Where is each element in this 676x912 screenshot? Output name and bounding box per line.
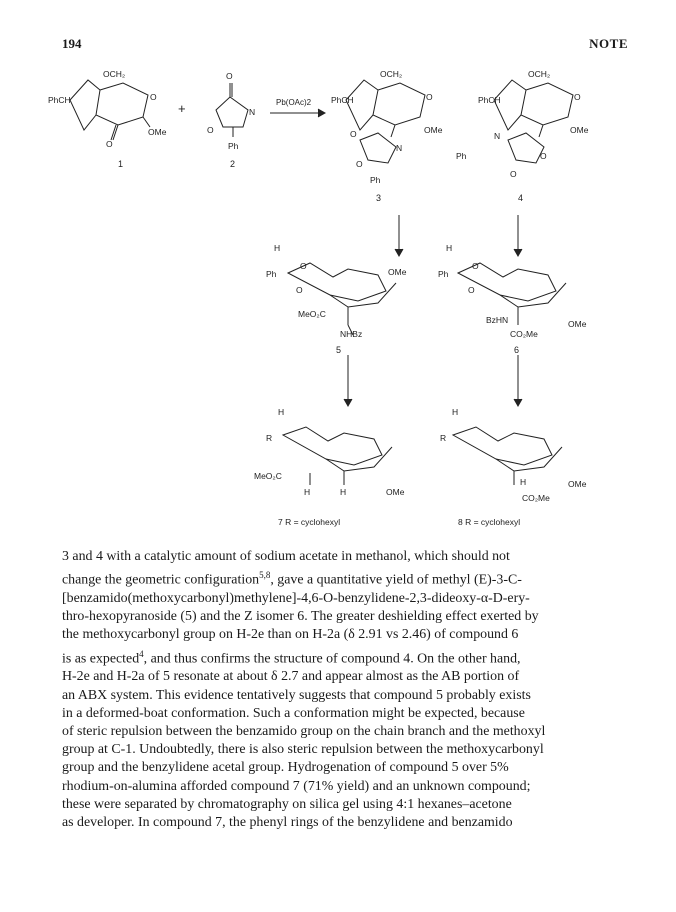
atom-label: H — [304, 487, 311, 497]
atom-label: O — [468, 285, 475, 295]
atom-label: OCH₂ — [103, 69, 126, 79]
page-number: 194 — [62, 36, 82, 51]
text-line: in a deformed-boat conformation. Such a conformation might be expected, because — [62, 705, 525, 721]
section-title: NOTE — [589, 36, 628, 51]
atom-label: OMe — [386, 487, 405, 497]
atom-label: MeO₂C — [298, 309, 326, 319]
atom-label: Ph — [438, 269, 449, 279]
atom-label: OMe — [568, 319, 587, 329]
text-line: these were separated by chromatography on silica gel using 4:1 hexanes–acetone — [62, 796, 512, 812]
atom-label: PhCH — [48, 95, 71, 105]
compound-7-structure — [283, 427, 392, 485]
atom-label: R — [266, 433, 273, 443]
atom-label: H — [340, 487, 347, 497]
compound-label-3: 3 — [376, 193, 382, 203]
compound-label-1: 1 — [118, 159, 124, 169]
atom-label: O — [574, 92, 581, 102]
atom-label: O — [540, 151, 547, 161]
compound-label-5: 5 — [336, 345, 342, 355]
atom-label: Ph — [456, 151, 467, 161]
atom-label: OMe — [568, 479, 587, 489]
atom-label: H — [278, 407, 285, 417]
compound-label-2: 2 — [230, 159, 236, 169]
text-line: change the geometric configuration$^{5,8}$, gave a quantitative yield of methyl (E)-3-C- — [62, 570, 522, 588]
atom-label: OCH₂ — [528, 69, 551, 79]
text-line: thro-hexopyranoside (5) and the Z isomer 6. The greater deshielding effect exerted by — [62, 609, 539, 625]
atom-label: O — [150, 92, 157, 102]
atom-label: CO₂Me — [522, 493, 550, 503]
compound-3-structure — [346, 80, 425, 163]
text-line: group and the benzylidene acetal group. Hydrogenation of compound 5 over 5% — [62, 760, 509, 776]
atom-label: O — [296, 285, 303, 295]
body-paragraph — [62, 548, 630, 832]
atom-label: R — [440, 433, 447, 443]
atom-label: O — [106, 139, 113, 149]
compound-4-structure — [494, 80, 573, 163]
compound-2-structure — [216, 83, 248, 137]
atom-label: NHBz — [340, 329, 363, 339]
text-line: of steric repulsion between the benzamido group on the chain branch and the methoxyl — [62, 724, 546, 740]
atom-label: PhCH — [478, 95, 501, 105]
atom-label: O — [426, 92, 433, 102]
atom-label: N — [494, 131, 501, 141]
reagent-label: Pb(OAc)2 — [276, 98, 312, 107]
compound-1-structure — [70, 80, 150, 140]
compound-8-structure — [453, 427, 562, 485]
atom-label: H — [446, 243, 453, 253]
atom-label: Ph — [266, 269, 277, 279]
atom-label: BzHN — [486, 315, 509, 325]
atom-label: Ph — [228, 141, 239, 151]
atom-label: O — [510, 169, 517, 179]
atom-label: O — [300, 261, 307, 271]
text-line: [benzamido(methoxycarbonyl)methylene]-4,6-O-benzylidene-2,3-dideoxy-α-D-ery- — [62, 591, 530, 607]
atom-label: MeO₂C — [254, 471, 282, 481]
atom-label: H — [520, 477, 527, 487]
text-line: the methoxycarbonyl group on H-2e than on H-2a (δ 2.91 vs 2.46) of compound 6 — [62, 627, 519, 643]
compound-label-8: 8 R = cyclohexyl — [458, 517, 521, 527]
text-line: 3 and 4 with a catalytic amount of sodium acetate in methanol, which should not — [62, 549, 510, 564]
atom-label: O — [350, 129, 357, 139]
text-line: an ABX system. This evidence tentatively suggests that compound 5 probably exists — [62, 687, 531, 703]
atom-label: O — [472, 261, 479, 271]
atom-label: N — [396, 143, 403, 153]
atom-label: N — [249, 107, 256, 117]
text-line: is as expected$^4$, and thus confirms the structure of compound 4. On the other hand, — [62, 648, 521, 667]
atom-label: OMe — [148, 127, 167, 137]
atom-label: OCH₂ — [380, 69, 403, 79]
atom-label: OMe — [424, 125, 443, 135]
compound-label-7: 7 R = cyclohexyl — [278, 517, 341, 527]
compound-label-6: 6 — [514, 345, 520, 355]
compound-5-structure — [288, 263, 396, 335]
text-line: H-2e and H-2a of 5 resonate at about δ 2.7 and appear almost as the AB portion of — [62, 669, 520, 685]
atom-label: CO₂Me — [510, 329, 538, 339]
atom-label: H — [274, 243, 281, 253]
compound-label-4: 4 — [518, 193, 524, 203]
atom-label: OMe — [570, 125, 589, 135]
atom-label: Ph — [370, 175, 381, 185]
atom-label: O — [356, 159, 363, 169]
plus-sign: + — [178, 101, 186, 116]
reaction-scheme — [48, 55, 638, 545]
atom-label: H — [452, 407, 459, 417]
atom-label: O — [207, 125, 214, 135]
text-line: group at C-1. Undoubtedly, there is also steric repulsion between the methoxycarbonyl — [62, 742, 544, 758]
text-line: rhodium-on-alumina afforded compound 7 (71% yield) and an unknown compound; — [62, 778, 531, 794]
atom-label: PhCH — [331, 95, 354, 105]
atom-label: OMe — [388, 267, 407, 277]
text-line: as developer. In compound 7, the phenyl rings of the benzylidene and benzamido — [62, 815, 513, 831]
atom-label: O — [226, 71, 233, 81]
